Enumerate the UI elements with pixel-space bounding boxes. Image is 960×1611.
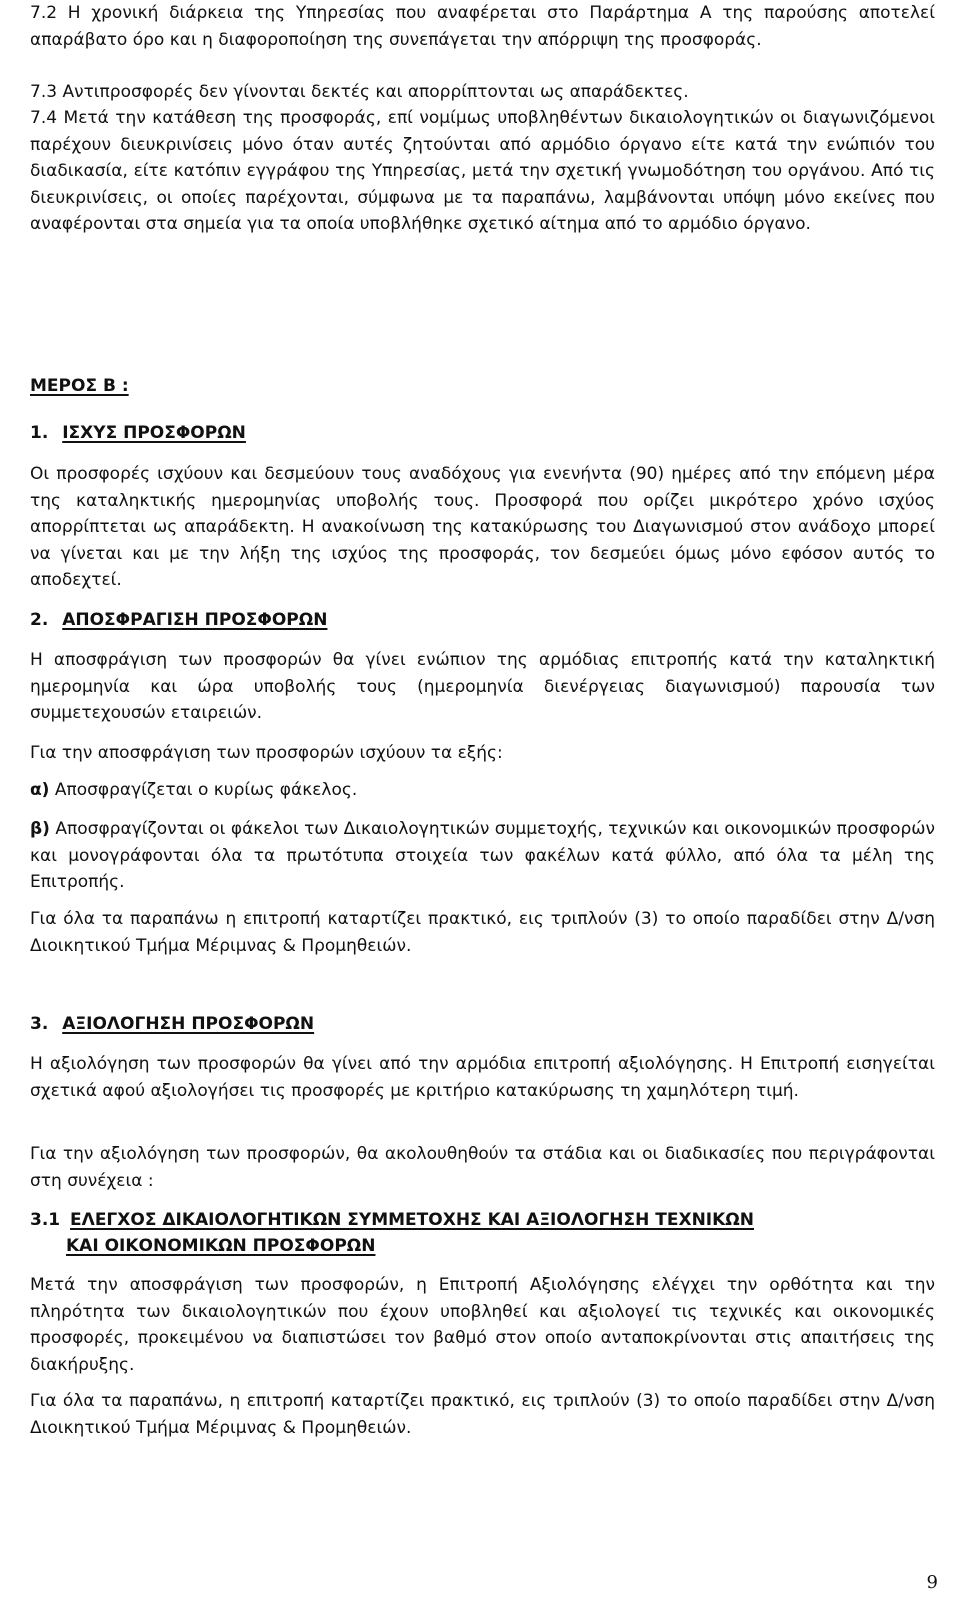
section-3-1-heading-cont — [66, 1233, 375, 1260]
section-3-intro: Για την αξιολόγηση των προσφορών, θα ακολουθηθούν τα στάδια και οι διαδικασίες που περιγράφονται στη συνέχεια : — [30, 1144, 935, 1191]
item-b-label: β) — [30, 819, 50, 839]
section-2-heading — [30, 607, 327, 634]
item-a-text: Αποσφραγίζεται ο κυρίως φάκελος. — [54, 780, 358, 800]
section-2-intro: Για την αποσφράγιση των προσφορών ισχύουν τα εξής: — [30, 743, 503, 763]
section-2-title: ΑΠΟΣΦΡΑΓΙΣΗ ΠΡΟΣΦΟΡΩΝ — [62, 610, 328, 630]
section-3-heading — [30, 1011, 314, 1038]
section-3-1-title-line2: ΚΑΙ ΟΙΚΟΝΟΜΙΚΩΝ ΠΡΟΣΦΟΡΩΝ — [66, 1236, 376, 1256]
section-1-number: 1. — [30, 423, 49, 443]
paragraph-7-3: 7.3 Αντιπροσφορές δεν γίνονται δεκτές και απορρίπτονται ως απαράδεκτες. — [30, 82, 689, 102]
section-3-1-number: 3.1 — [30, 1210, 61, 1230]
section-2-item-b — [30, 816, 935, 896]
section-2-body: Η αποσφράγιση των προσφορών θα γίνει ενώπιον της αρμόδιας επιτροπής κατά την καταληκτική ημερομηνία και ώρα υποβολής τους (ημερομηνία διενέργειας διαγωνισμού) παρουσία των συμμετεχουσών εταιρειών. — [30, 650, 935, 723]
section-2-item-a — [30, 777, 935, 804]
section-3-1-heading — [30, 1207, 754, 1234]
paragraph-7-4: 7.4 Μετά την κατάθεση της προσφοράς, επί νομίμως υποβληθέντων δικαιολογητικών οι διαγωνιζόμενοι παρέχουν διευκρινίσεις μόνο όταν αυτές ζητούνται από αρμόδιο όργανο είτε κατά την ενώπιόν του διαδικασία, είτε κατόπιν εγγράφου της Υπηρεσίας, μετά την σχετική γνωμοδότηση του οργάνου. Από τις διευκρινίσεις, οι οποίες παρέχονται, σύμφωνα με τα παραπάνω, λαμβάνονται υπόψη μόνο εκείνες που αναφέρονται στα σημεία για τα οποία υποβλήθηκε σχετικό αίτημα από το αρμόδιο όργανο. — [30, 108, 935, 234]
section-3-1-body: Μετά την αποσφράγιση των προσφορών, η Επιτροπή Αξιολόγησης ελέγχει την ορθότητα και την πληρότητα των δικαιολογητικών που έχουν υποβληθεί και αξιολογεί τις τεχνικές και οικονομικές προσφορές, προκειμένου να διαπιστώσει τον βαθμό στον οποίο ανταποκρίνονται στις απαιτήσεις της διακήρυξης. — [30, 1275, 935, 1375]
section-2-closing: Για όλα τα παραπάνω η επιτροπή καταρτίζει πρακτικό, εις τριπλούν (3) το οποίο παραδίδει στην Δ/νση Διοικητικού Τμήμα Μέριμνας & Προμηθειών. — [30, 909, 935, 956]
part-b-title-text: ΜΕΡΟΣ Β : — [30, 376, 129, 396]
section-1-body: Οι προσφορές ισχύουν και δεσμεύουν τους αναδόχους για ενενήντα (90) ημέρες από την επόμενη μέρα της καταληκτικής ημερομηνίας υποβολής τους. Προσφορά που ορίζει μικρότερο χρόνο ισχύος απορρίπτεται ως απαράδεκτη. Η ανακοίνωση της κατακύρωσης του Διαγωνισμού στον ανάδοχο μπορεί να γίνεται και με την λήξη της ισχύος της προσφοράς, τον δεσμεύει όμως μόνο εφόσον αυτός το αποδεχτεί. — [30, 464, 935, 590]
section-3-number: 3. — [30, 1014, 49, 1034]
item-a-label: α) — [30, 780, 50, 800]
section-1-title: ΙΣΧΥΣ ΠΡΟΣΦΟΡΩΝ — [62, 423, 246, 443]
section-3-body: Η αξιολόγηση των προσφορών θα γίνει από την αρμόδια επιτροπή αξιολόγησης. Η Επιτροπή εισηγείται σχετικά αφού αξιολογήσει τις προσφορές με κριτήριο κατακύρωσης τη χαμηλότερη τιμή. — [30, 1054, 935, 1101]
section-3-1-closing: Για όλα τα παραπάνω, η επιτροπή καταρτίζει πρακτικό, εις τριπλούν (3) το οποίο παραδίδει στην Δ/νση Διοικητικού Τμήμα Μέριμνας & Προμηθειών. — [30, 1391, 935, 1438]
page-number: 9 — [926, 1572, 938, 1593]
section-3-1-title-line1: ΕΛΕΓΧΟΣ ΔΙΚΑΙΟΛΟΓΗΤΙΚΩΝ ΣΥΜΜΕΤΟΧΗΣ ΚΑΙ ΑΞΙΟΛΟΓΗΣΗ ΤΕΧΝΙΚΩΝ — [70, 1210, 754, 1230]
part-b-title — [30, 373, 129, 400]
section-1-heading — [30, 420, 246, 447]
paragraph-7-2: 7.2 Η χρονική διάρκεια της Υπηρεσίας που αναφέρεται στο Παράρτημα Α της παρούσης αποτελεί απαράβατο όρο και η διαφοροποίηση της συνεπάγεται την απόρριψη της προσφοράς. — [30, 3, 935, 50]
item-b-text: Αποσφραγίζονται οι φάκελοι των Δικαιολογητικών συμμετοχής, τεχνικών και οικονομικών προσφορών και μονογράφονται όλα τα πρωτότυπα στοιχεία των φακέλων κατά φύλλο, από όλα τα μέλη της Επιτροπής. — [30, 819, 935, 892]
section-3-title: ΑΞΙΟΛΟΓΗΣΗ ΠΡΟΣΦΟΡΩΝ — [62, 1014, 315, 1034]
section-2-number: 2. — [30, 610, 49, 630]
